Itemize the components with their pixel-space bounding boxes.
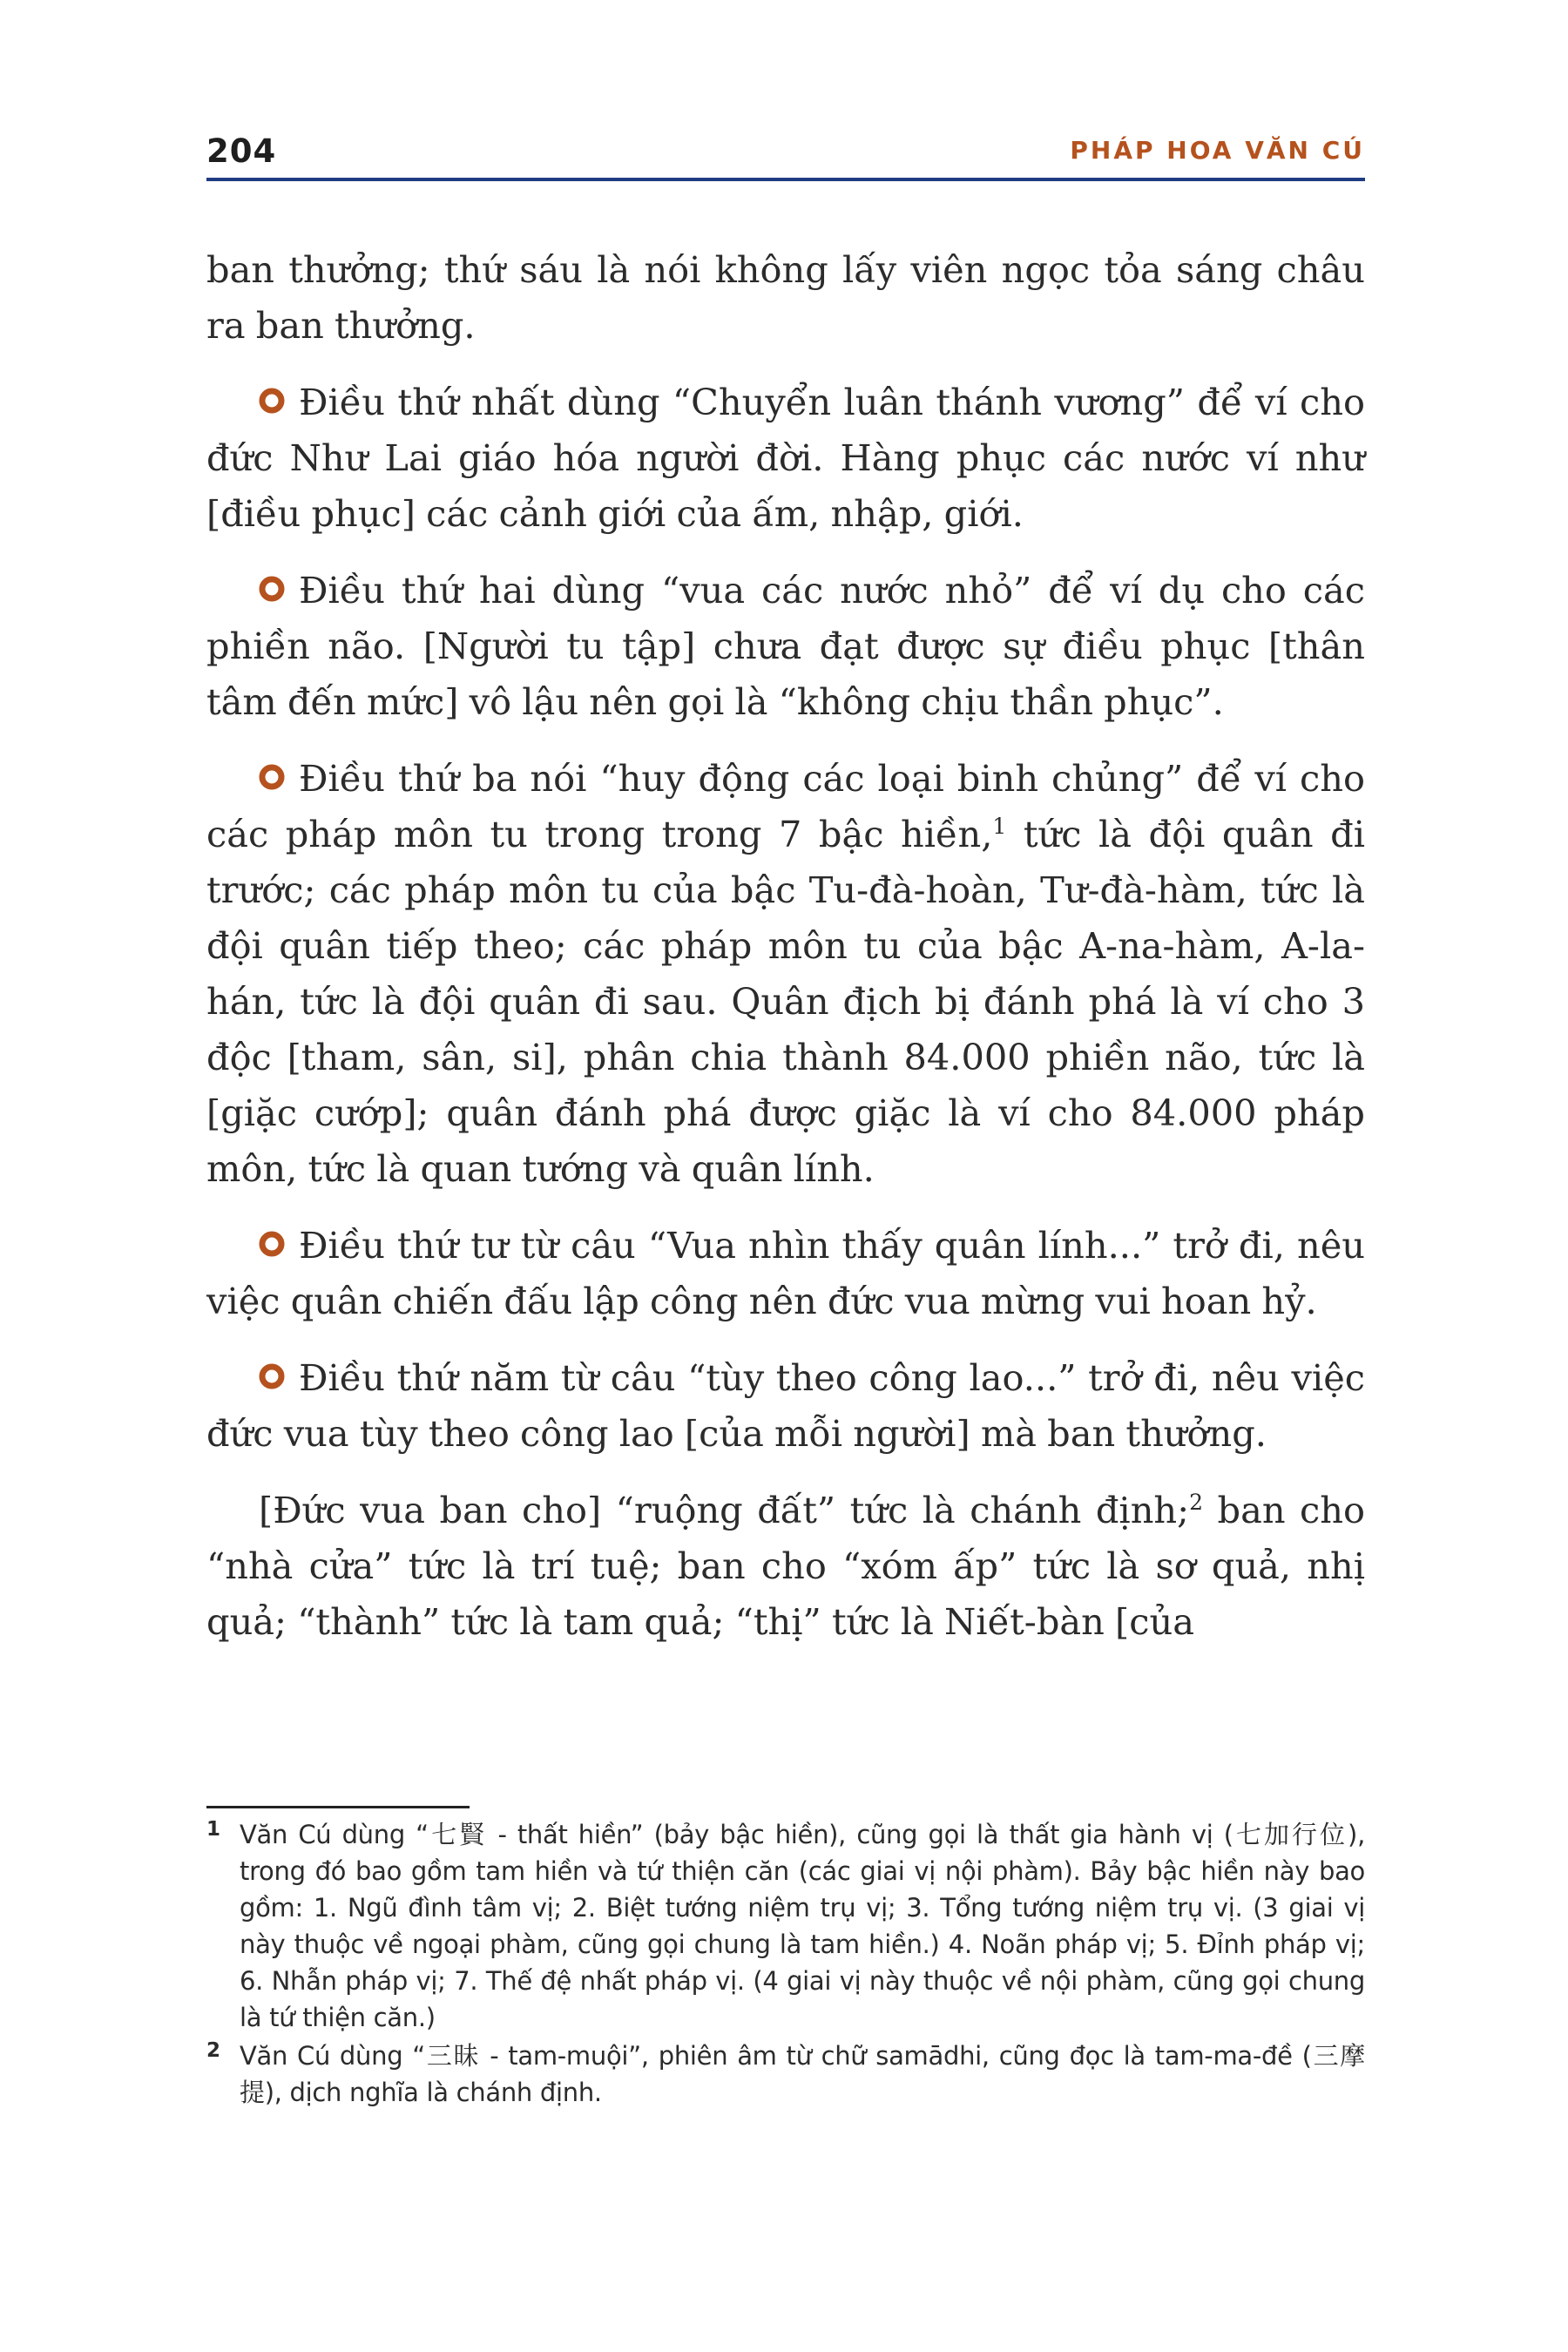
header-rule [206, 178, 1365, 181]
ring-bullet-icon [259, 1231, 285, 1257]
ring-bullet-icon [259, 576, 285, 602]
footnote-number: 1 [206, 1818, 220, 1841]
footnote-ref-1[interactable]: 1 [992, 814, 1007, 840]
bullet-paragraph-5: Điều thứ năm từ câu “tùy theo công lao...” trở đi, nêu việc đức vua tùy theo công lao [của mỗi người] mà ban thưởng. [206, 1356, 1365, 1455]
running-header [206, 120, 1365, 181]
footnote-ref-2[interactable]: 2 [1189, 1490, 1204, 1516]
ring-bullet-icon [259, 1363, 285, 1389]
bullet-paragraph-3: Điều thứ ba nói “huy động các loại binh chủng” để ví cho các pháp môn tu trong trong 7 bậc hiền,$^1$ tức là đội quân đi trước; các pháp môn tu của bậc Tu-đà-hoàn, Tư-đà-hàm, tức là đội quân tiếp theo; các pháp môn tu của bậc A-na-hàm, A-la-hán, tức là đội quân đi sau. Quân địch bị đánh phá là ví cho 3 độc [tham, sân, si], phân chia thành 84.000 phiền não, tức là [giặc cướp]; quân đánh phá được giặc là ví cho 84.000 pháp môn, tức là quan tướng và quân lính. [206, 757, 1365, 1190]
footnote-1 [206, 1816, 1365, 2036]
footnotes [206, 1816, 1365, 2112]
page-number: 204 [206, 132, 277, 170]
body-text [206, 242, 1365, 1671]
footnote-separator [206, 1806, 470, 1808]
footnote-text: Văn Cú dùng “三昧 - tam-muội”, phiên âm từ chữ samādhi, cũng đọc là tam-ma-đề (三摩提), dịch nghĩa là chánh định. [240, 2041, 1365, 2107]
bullet-paragraph-4: Điều thứ tư từ câu “Vua nhìn thấy quân lính...” trở đi, nêu việc quân chiến đấu lập công nên đức vua mừng vui hoan hỷ. [206, 1224, 1365, 1322]
bullet-paragraph-2: Điều thứ hai dùng “vua các nước nhỏ” để ví dụ cho các phiền não. [Người tu tập] chưa đạt được sự điều phục [thân tâm đến mức] vô lậu nên gọi là “không chịu thần phục”. [206, 569, 1365, 723]
ring-bullet-icon [259, 764, 285, 790]
paragraph-continuation: ban thưởng; thứ sáu là nói không lấy viên ngọc tỏa sáng châu ra ban thưởng. [206, 248, 1365, 347]
book-title: PHÁP HOA VĂN CÚ [1070, 136, 1365, 165]
paragraph-rewards: [Đức vua ban cho] “ruộng đất” tức là chánh định;$^2$ ban cho “nhà cửa” tức là trí tuệ; ban cho “xóm ấp” tức là sơ quả, nhị quả; “thành” tức là tam quả; “thị” tức là Niết-bàn [của [206, 1489, 1365, 1643]
bullet-paragraph-1: Điều thứ nhất dùng “Chuyển luân thánh vương” để ví cho đức Như Lai giáo hóa người đời. Hàng phục các nước ví như [điều phục] các cảnh giới của ấm, nhập, giới. [206, 381, 1365, 535]
ring-bullet-icon [259, 388, 285, 414]
footnote-2 [206, 2038, 1365, 2111]
footnote-number: 2 [206, 2039, 220, 2062]
footnote-text: Văn Cú dùng “七賢 - thất hiền” (bảy bậc hiền), cũng gọi là thất gia hành vị (七加行位), trong đó bao gồm tam hiền và tứ thiện căn (các giai vị nội phàm). Bảy bậc hiền này bao gồm: 1. Ngũ đình tâm vị; 2. Biệt tướng niệm trụ vị; 3. Tổng tướng niệm trụ vị. (3 giai vị này thuộc về ngoại phàm, cũng gọi chung là tam hiền.) 4. Noãn pháp vị; 5. Đỉnh pháp vị; 6. Nhẫn pháp vị; 7. Thế đệ nhất pháp vị. (4 giai vị này thuộc về nội phàm, cũng gọi chung là tứ thiện căn.) [240, 1820, 1365, 2032]
